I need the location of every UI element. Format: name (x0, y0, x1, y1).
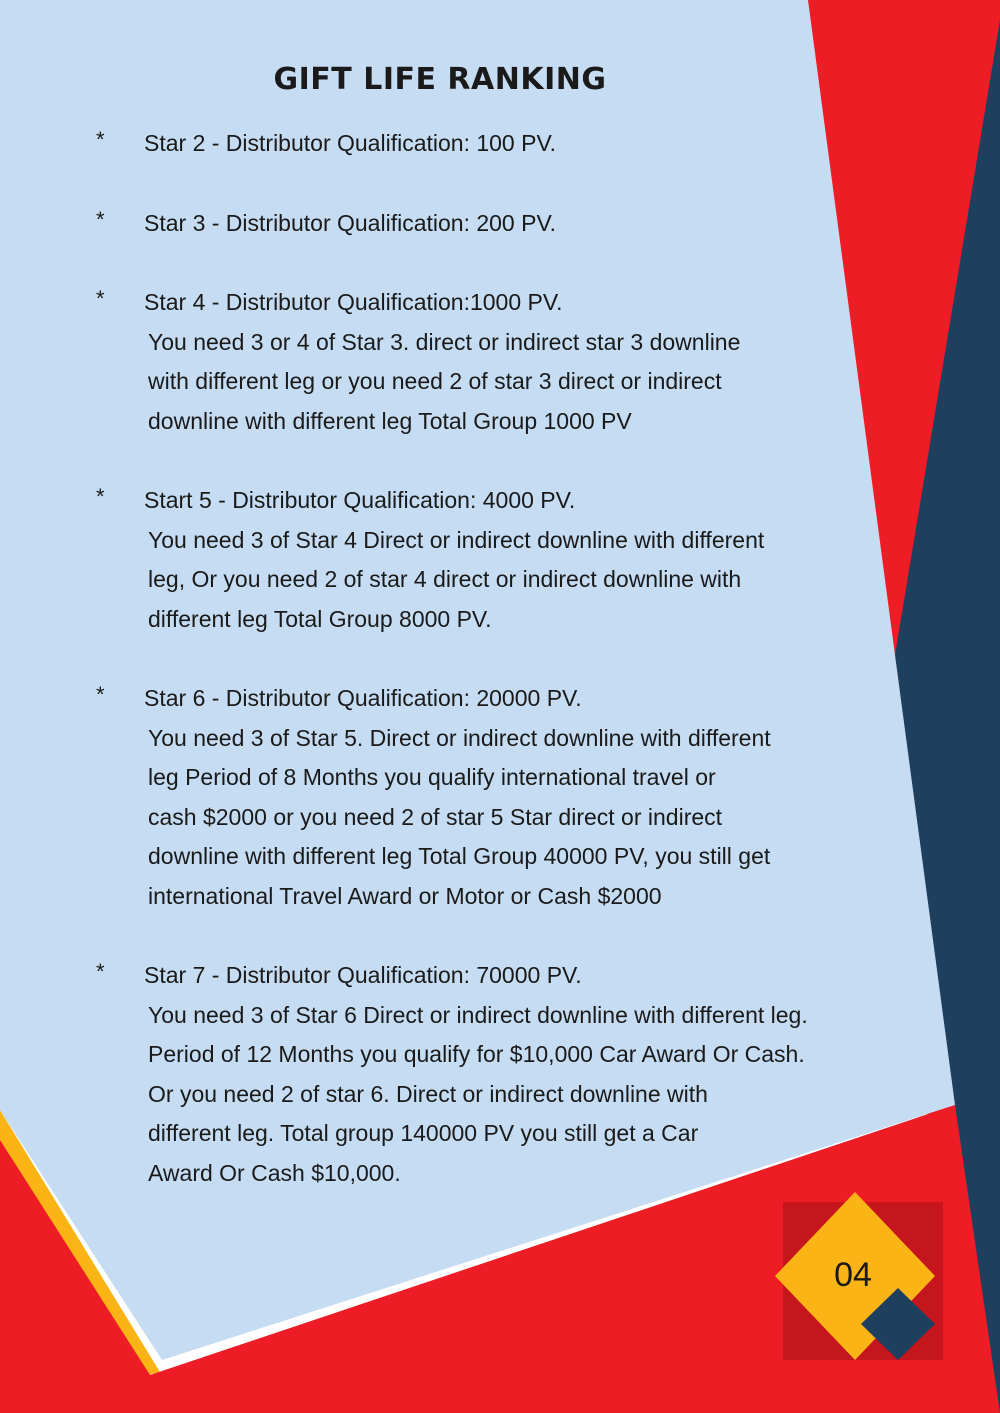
ranking-item (0, 679, 900, 916)
ranking-item-detail-line: leg Period of 8 Months you qualify international travel or (148, 764, 716, 790)
bullet-marker: * (96, 206, 105, 232)
page-number: 04 (834, 1256, 872, 1294)
page-title: GIFT LIFE RANKING (273, 62, 607, 97)
ranking-item (0, 283, 900, 441)
ranking-item-detail-line: with different leg or you need 2 of star 3 direct or indirect (148, 368, 722, 394)
ranking-item-detail-line: different leg Total Group 8000 PV. (148, 605, 492, 632)
ranking-item-detail-line: You need 3 or 4 of Star 3. direct or indirect star 3 downline (148, 328, 741, 355)
ranking-item-detail-line: Award Or Cash $10,000. (148, 1159, 401, 1186)
bullet-marker: * (96, 959, 105, 984)
ranking-item (0, 956, 900, 1193)
ranking-item-detail-line: You need 3 of Star 6 Direct or indirect downline with different leg. (148, 1001, 808, 1028)
ranking-item-detail-line: downline with different leg Total Group 40000 PV, you still get (148, 843, 771, 869)
ranking-item-heading: Start 5 - Distributor Qualification: 4000 PV. (144, 487, 576, 513)
bullet-marker: * (96, 682, 105, 707)
ranking-item (0, 481, 900, 639)
ranking-item-heading: Star 6 - Distributor Qualification: 20000 PV. (144, 685, 582, 711)
ranking-item-heading: Star 7 - Distributor Qualification: 70000 PV. (144, 962, 582, 988)
bullet-marker: * (96, 286, 105, 311)
ranking-item-detail-line: Or you need 2 of star 6. Direct or indirect downline with (148, 1080, 708, 1107)
ranking-list (0, 124, 900, 1233)
ranking-item-heading: Star 2 - Distributor Qualification: 100 PV. (144, 130, 557, 156)
ranking-item-detail-line: leg, Or you need 2 of star 4 direct or indirect downline with (148, 566, 742, 592)
bullet-marker: * (96, 127, 105, 152)
ranking-item-detail-line: different leg. Total group 140000 PV you still get a Car (148, 1120, 699, 1146)
bullet-marker: * (96, 484, 105, 509)
ranking-item-detail-line: international Travel Award or Motor or Cash $2000 (148, 882, 662, 909)
ranking-item-detail-line: You need 3 of Star 5. Direct or indirect downline with different (148, 724, 771, 751)
ranking-item-detail-line: You need 3 of Star 4 Direct or indirect downline with different (148, 526, 765, 553)
ranking-item-heading: Star 4 - Distributor Qualification:1000 PV. (144, 289, 563, 315)
ranking-item-detail-line: Period of 12 Months you qualify for $10,000 Car Award Or Cash. (148, 1041, 805, 1067)
ranking-item-detail-line: cash $2000 or you need 2 of star 5 Star direct or indirect (148, 803, 723, 830)
ranking-item-heading: Star 3 - Distributor Qualification: 200 PV. (144, 209, 557, 236)
ranking-item (0, 204, 900, 244)
ranking-item (0, 124, 900, 164)
ranking-item-detail-line: downline with different leg Total Group 1000 PV (148, 407, 632, 434)
